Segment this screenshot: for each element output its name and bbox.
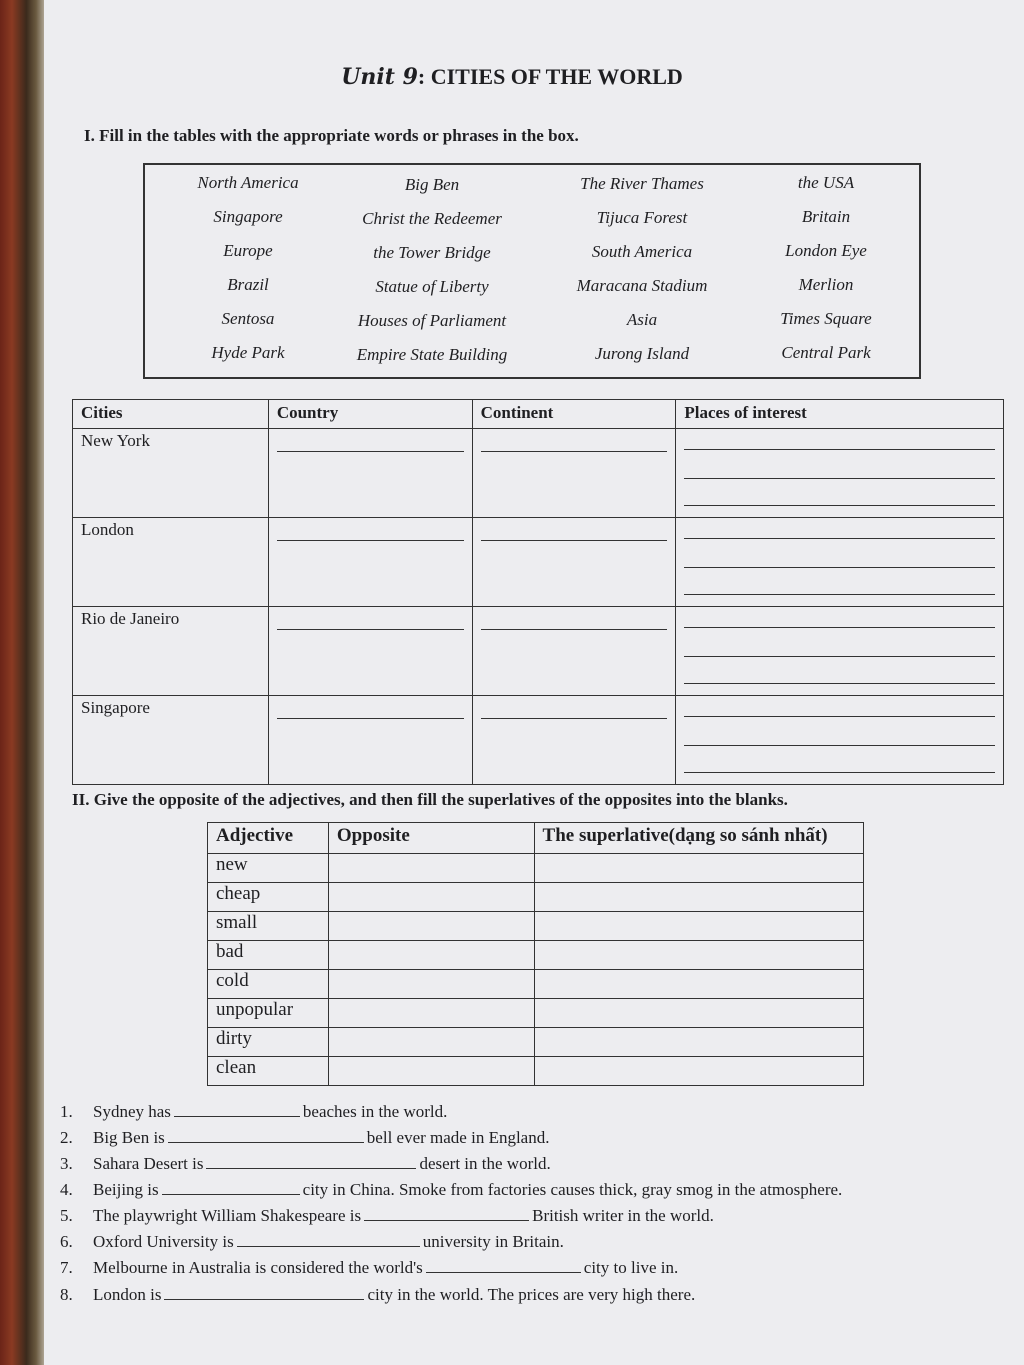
country-blank-cell[interactable] (268, 607, 472, 696)
word-item: Tijuca Forest (596, 208, 688, 227)
header-opposite: Opposite (328, 823, 534, 854)
word-item: Maracana Stadium (576, 276, 708, 295)
superlative-blank-cell[interactable] (534, 1057, 863, 1086)
question-number: 8. (60, 1285, 73, 1304)
question-text: city in China. Smoke from factories causes thick, gray smog in the atmosphere. (302, 1180, 843, 1199)
question-text: Oxford University is (93, 1232, 234, 1251)
word-item: London Eye (785, 241, 867, 260)
opposite-blank-cell[interactable] (328, 1057, 534, 1086)
continent-blank-cell[interactable] (472, 429, 676, 518)
question-item (60, 1232, 564, 1252)
unit-label: Unit 9 (341, 64, 418, 90)
title-text: : CITIES OF THE WORLD (417, 64, 683, 89)
header-adjective: Adjective (208, 823, 329, 854)
continent-blank-cell[interactable] (472, 607, 676, 696)
superlative-blank-cell[interactable] (534, 854, 863, 883)
superlative-blank-cell[interactable] (534, 941, 863, 970)
question-text: Melbourne in Australia is considered the world's (93, 1258, 423, 1277)
adjective-cell: cheap (208, 883, 329, 912)
city-cell: Rio de Janeiro (73, 607, 269, 696)
table-row (208, 999, 864, 1028)
binder-edge (0, 0, 48, 1365)
word-item: The River Thames (580, 174, 704, 193)
places-blank-cell[interactable] (676, 518, 1004, 607)
word-item: Britain (801, 207, 851, 226)
word-item: Sentosa (221, 309, 275, 328)
question-item (60, 1180, 842, 1200)
word-item: Europe (223, 241, 273, 260)
superlative-blank-cell[interactable] (534, 883, 863, 912)
adjective-cell: small (208, 912, 329, 941)
question-item (60, 1102, 447, 1122)
question-number: 4. (60, 1180, 73, 1199)
answer-blank[interactable] (364, 1206, 529, 1221)
superlative-blank-cell[interactable] (534, 999, 863, 1028)
question-item (60, 1285, 695, 1305)
question-text: beaches in the world. (302, 1102, 448, 1121)
answer-blank[interactable] (168, 1128, 364, 1143)
table-row (208, 883, 864, 912)
page-title (0, 64, 1024, 90)
header-continent: Continent (472, 400, 676, 429)
table-row (208, 970, 864, 999)
section-1-heading: I. Fill in the tables with the appropriate words or phrases in the box. (84, 126, 579, 145)
word-item: Houses of Parliament (357, 311, 507, 330)
table-row (208, 1028, 864, 1057)
opposite-blank-cell[interactable] (328, 1028, 534, 1057)
country-blank-cell[interactable] (268, 696, 472, 785)
word-item: Empire State Building (356, 345, 508, 364)
word-item: Central Park (781, 343, 871, 362)
question-text: The playwright William Shakespeare is (93, 1206, 362, 1225)
table-row (73, 518, 1004, 607)
answer-blank[interactable] (426, 1258, 581, 1273)
adjective-cell: clean (208, 1057, 329, 1086)
question-text: city in the world. The prices are very high there. (367, 1285, 696, 1304)
table-header-row (73, 400, 1004, 429)
question-text: Big Ben is (93, 1128, 165, 1147)
question-text: Beijing is (93, 1180, 159, 1199)
opposite-blank-cell[interactable] (328, 912, 534, 941)
country-blank-cell[interactable] (268, 429, 472, 518)
question-number: 1. (60, 1102, 73, 1121)
question-text: desert in the world. (419, 1154, 551, 1173)
adjective-cell: bad (208, 941, 329, 970)
word-item: Christ the Redeemer (362, 209, 502, 228)
word-item: Statue of Liberty (375, 277, 489, 296)
opposite-blank-cell[interactable] (328, 999, 534, 1028)
question-number: 6. (60, 1232, 73, 1251)
adjective-cell: new (208, 854, 329, 883)
question-text: university in Britain. (422, 1232, 564, 1251)
question-text: London is (93, 1285, 162, 1304)
header-cities: Cities (73, 400, 269, 429)
question-number: 7. (60, 1258, 73, 1277)
question-text: bell ever made in England. (366, 1128, 550, 1147)
table-row (73, 429, 1004, 518)
city-cell: Singapore (73, 696, 269, 785)
superlative-blank-cell[interactable] (534, 912, 863, 941)
adjective-cell: cold (208, 970, 329, 999)
answer-blank[interactable] (174, 1102, 300, 1117)
question-text: Sahara Desert is (93, 1154, 204, 1173)
question-item (60, 1154, 551, 1174)
header-places: Places of interest (676, 400, 1004, 429)
word-item: Big Ben (404, 175, 460, 194)
answer-blank[interactable] (206, 1154, 416, 1169)
places-blank-cell[interactable] (676, 607, 1004, 696)
answer-blank[interactable] (164, 1285, 364, 1300)
table-row (73, 607, 1004, 696)
city-cell: London (73, 518, 269, 607)
question-number: 3. (60, 1154, 73, 1173)
word-item: North America (197, 173, 299, 192)
country-blank-cell[interactable] (268, 518, 472, 607)
adjective-table (207, 822, 864, 1086)
word-item: Asia (626, 310, 658, 329)
question-text: Sydney has (93, 1102, 171, 1121)
city-cell: New York (73, 429, 269, 518)
opposite-blank-cell[interactable] (328, 854, 534, 883)
table-row (208, 941, 864, 970)
word-item: the USA (797, 173, 855, 192)
question-text: British writer in the world. (532, 1206, 714, 1225)
continent-blank-cell[interactable] (472, 518, 676, 607)
word-item: South America (591, 242, 693, 261)
table-row (208, 1057, 864, 1086)
word-item: Brazil (227, 275, 269, 294)
word-item: Singapore (213, 207, 283, 226)
table-row (208, 912, 864, 941)
question-number: 5. (60, 1206, 73, 1225)
places-blank-cell[interactable] (676, 429, 1004, 518)
question-item (60, 1128, 549, 1148)
adjective-cell: dirty (208, 1028, 329, 1057)
section-2-heading: II. Give the opposite of the adjectives, and then fill the superlatives of the opposites into the blanks. (72, 790, 788, 809)
word-item: the Tower Bridge (373, 243, 491, 262)
answer-blank[interactable] (162, 1180, 300, 1195)
table-header-row (208, 823, 864, 854)
question-item (60, 1258, 678, 1278)
opposite-blank-cell[interactable] (328, 941, 534, 970)
header-country: Country (268, 400, 472, 429)
places-blank-cell[interactable] (676, 696, 1004, 785)
answer-blank[interactable] (237, 1232, 420, 1247)
superlative-blank-cell[interactable] (534, 1028, 863, 1057)
word-item: Hyde Park (211, 343, 285, 362)
question-number: 2. (60, 1128, 73, 1147)
question-item (60, 1206, 714, 1226)
table-row (73, 696, 1004, 785)
word-item: Jurong Island (594, 344, 690, 363)
table-row (208, 854, 864, 883)
superlative-blank-cell[interactable] (534, 970, 863, 999)
continent-blank-cell[interactable] (472, 696, 676, 785)
opposite-blank-cell[interactable] (328, 883, 534, 912)
word-item: Times Square (780, 309, 872, 328)
adjective-cell: unpopular (208, 999, 329, 1028)
word-item: Merlion (798, 275, 854, 294)
word-box (143, 163, 921, 379)
cities-table (72, 399, 1004, 785)
opposite-blank-cell[interactable] (328, 970, 534, 999)
question-text: city to live in. (583, 1258, 679, 1277)
header-superlative: The superlative(dạng so sánh nhất) (534, 823, 863, 854)
